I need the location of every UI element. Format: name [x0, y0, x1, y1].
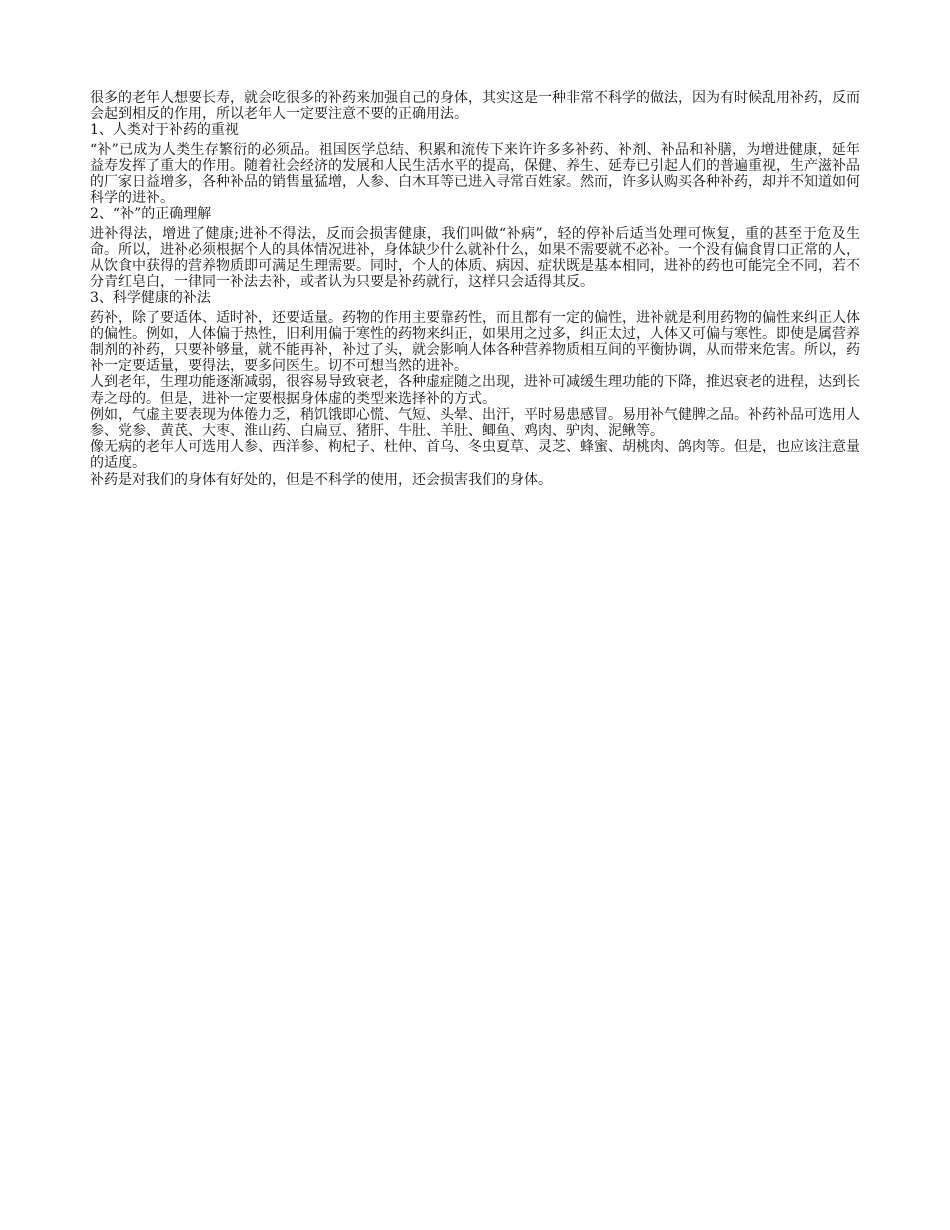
section-3-paragraph-3: 例如，气虚主要表现为体倦力乏，稍饥饿即心慌、气短、头晕、出汗，平时易患感冒。易用补气健脾之品。补药补品可选用人参、党参、黄芪、大枣、淮山药、白扁豆、猪肝、牛肚、羊肚、鲫鱼、鸡肉、驴肉、泥鳅等。 — [90, 406, 860, 440]
intro-paragraph: 很多的老年人想要长寿，就会吃很多的补药来加强自己的身体，其实这是一种非常不科学的做法，因为有时候乱用补药，反而会起到相反的作用，所以老年人一定要注意不要的正确用法。 — [90, 90, 860, 123]
section-3-paragraph-4: 像无病的老年人可选用人参、西洋参、枸杞子、杜仲、首乌、冬虫夏草、灵芝、蜂蜜、胡桃肉、鸽肉等。但是，也应该注意量的适度。 — [90, 439, 860, 472]
section-3-paragraph-2: 人到老年，生理功能逐渐减弱，很容易导致衰老，各种虚症随之出现，进补可减缓生理功能的下降，推迟衰老的进程，达到长寿之母的。但是，进补一定要根据身体虚的类型来选择补的方式。 — [90, 374, 860, 407]
closing-paragraph: 补药是对我们的身体有好处的，但是不科学的使用，还会损害我们的身体。 — [90, 471, 552, 488]
section-3-paragraph-1: 药补，除了要适体、适时补，还要适量。药物的作用主要靠药性，而且都有一定的偏性，进补就是利用药物的偏性来纠正人体的偏性。例如，人体偏于热性，旧利用偏于寒性的药物来纠正，如果用之过多，纠正太过，人体又可偏与寒性。即使是属营养制剂的补药，只要补够量，就不能再补，补过了头，就会影响人体各种营养物质相互间的平衡协调，从而带来危害。所以，药补一定要适量，要得法，要多问医生。切不可想当然的进补。 — [90, 309, 860, 375]
section-1-paragraph: “补”已成为人类生存繁衍的必须品。祖国医学总结、积累和流传下来许许多多补药、补剂、补品和补膳，为增进健康，延年益寿发挥了重大的作用。随着社会经济的发展和人民生活水平的提高，保健、养生、延寿已引起人们的普遍重视，生产滋补品的厂家日益增多，各种补品的销售量猛增，人参、白木耳等已进入寻常百姓家。然而，许多认购买各种补药，却并不知道如何科学的进补。 — [90, 141, 860, 207]
section-heading-1: 1、人类对于补药的重视 — [90, 122, 239, 139]
section-heading-2: 2、“补”的正确理解 — [90, 206, 212, 223]
section-2-paragraph: 进补得法，增进了健康;进补不得法，反而会损害健康，我们叫做“补病”，轻的停补后适当处理可恢复，重的甚至于危及生命。所以，进补必须根据个人的具体情况进补，身体缺少什么就补什么，如果不需要就不必补。一个没有偏食胃口正常的人，从饮食中获得的营养物质即可满足生理需要。同时，个人的体质、病因、症状既是基本相同，进补的药也可能完全不同，若不分青红皂白，一律同一补法去补，或者认为只要是补药就行，这样只会适得其反。 — [90, 225, 860, 291]
section-heading-3: 3、科学健康的补法 — [90, 290, 211, 307]
document-body — [90, 90, 860, 488]
